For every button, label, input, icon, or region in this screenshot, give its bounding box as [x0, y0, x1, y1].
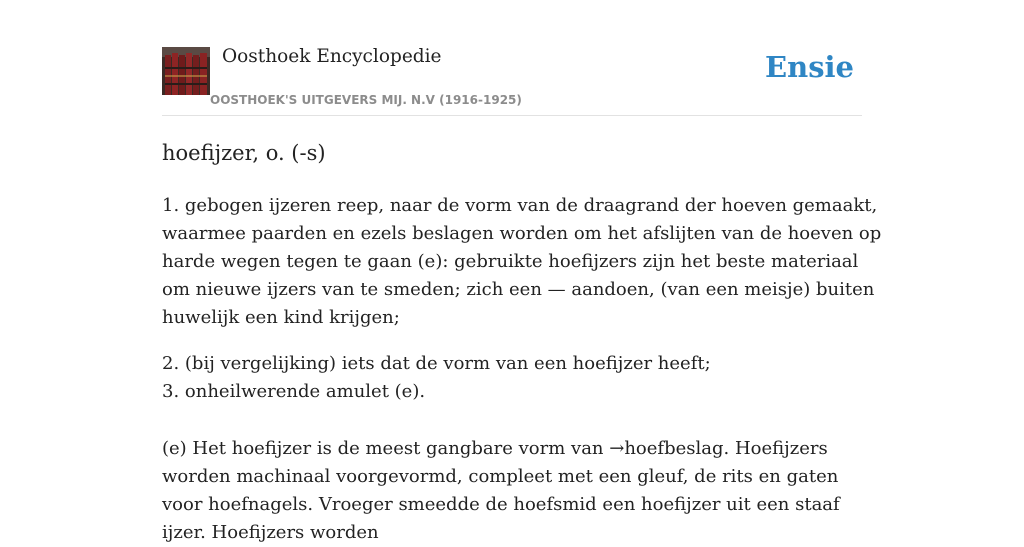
- entry-headword: hoefijzer, o. (-s): [162, 141, 326, 165]
- ensie-logo[interactable]: Ensie: [765, 50, 854, 84]
- publisher-subtitle: OOSTHOEK'S UITGEVERS MIJ. N.V (1916-1925): [210, 93, 522, 107]
- site-name[interactable]: Oosthoek Encyclopedie: [222, 46, 442, 67]
- definition-1: 1. gebogen ijzeren reep, naar de vorm van de draagrand der hoeven gemaakt, waarmee paarden en ezels beslagen worden om het afslijten van de hoeven op harde wegen tegen te gaan (e): gebruikte hoefijzers zijn het beste materiaal om nieuwe ijzers van te smeden; zich een — aandoen, (van een meisje) buiten huwelijk een kind krijgen;: [162, 195, 882, 328]
- definition-3: 3. onheilwerende amulet (e).: [162, 381, 426, 402]
- header-divider: [162, 115, 862, 116]
- definition-2: 2. (bij vergelijking) iets dat de vorm van een hoefijzer heeft;: [162, 353, 711, 374]
- etymology-note: (e) Het hoefijzer is de meest gangbare vorm van →hoefbeslag. Hoefijzers worden machinaal voorgevormd, compleet met een gleuf, de rits en gaten voor hoefnagels. Vroeger smeedde de hoefsmid een hoefijzer uit een staaf ijzer. Hoefijzers worden: [162, 438, 840, 543]
- encyclopedia-books-icon: [162, 47, 210, 95]
- definitions-block: [162, 350, 882, 406]
- site-avatar[interactable]: [162, 47, 210, 95]
